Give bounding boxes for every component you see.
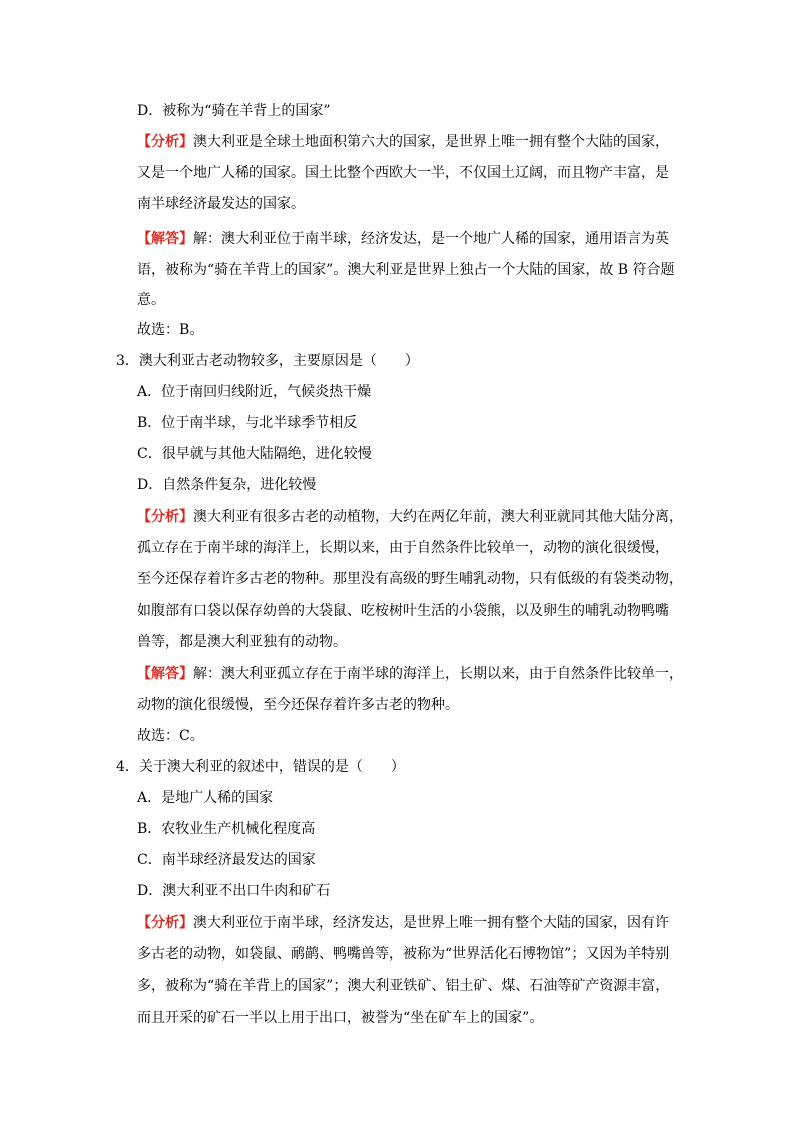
q4-option-c: C．南半球经济最发达的国家 (137, 852, 316, 868)
q3-option-a: A．位于南回归线附近，气候炎热干燥 (137, 384, 372, 400)
question-4: 4．关于澳大利亚的叙述中，错误的是（ ） (116, 759, 405, 775)
q4-analysis-line-1: 【分析】澳大利亚位于南半球，经济发达，是世界上唯一拥有整个大陆的国家，因有许 (137, 915, 669, 931)
q3-option-b: B．位于南半球，与北半球季节相反 (137, 415, 358, 431)
q3-option-c: C．很早就与其他大陆隔绝，进化较慢 (137, 446, 372, 462)
q4-option-d: D．澳大利亚不出口牛肉和矿石 (137, 883, 331, 899)
q3-answer-line-1: 【解答】解：澳大利亚孤立存在于南半球的海洋上，长期以来，由于自然条件比较单一， (137, 666, 683, 682)
answer-tag: 【解答】 (137, 666, 193, 682)
q3-analysis-line-1: 【分析】澳大利亚有很多古老的动植物，大约在两亿年前，澳大利亚就同其他大陆分离， (137, 509, 683, 525)
answer-tag: 【解答】 (137, 231, 193, 247)
analysis-tag: 【分析】 (137, 915, 193, 931)
q3-analysis-line-3: 至今还保存着许多古老的物种。那里没有高级的野生哺乳动物，只有低级的有袋类动物， (137, 571, 683, 587)
option-d: D．被称为“骑在羊背上的国家” (137, 103, 331, 119)
q4-analysis-line-2: 多古老的动物，如袋鼠、鸸鹋、鸭嘴兽等，被称为“世界活化石博物馆”；又因为羊特别 (137, 946, 670, 962)
q3-option-d: D．自然条件复杂，进化较慢 (137, 477, 317, 493)
q3-analysis-line-2: 孤立存在于南半球的海洋上，长期以来，由于自然条件比较单一，动物的演化很缓慢， (137, 540, 669, 556)
answer-line-1: 【解答】解：澳大利亚位于南半球，经济发达，是一个地广人稀的国家，通用语言为英 (137, 231, 669, 247)
q4-option-b: B．农牧业生产机械化程度高 (137, 821, 316, 837)
answer-line-2: 语，被称为“骑在羊背上的国家”。澳大利亚是世界上独占一个大陆的国家，故 B 符合题 (137, 262, 675, 278)
q3-analysis-line-5: 兽等，都是澳大利亚独有的动物。 (137, 634, 347, 650)
choice-line: 故选：B。 (137, 322, 204, 338)
q3-analysis-line-4: 如腹部有口袋以保存幼兽的大袋鼠、吃桉树叶生活的小袋熊，以及卵生的哺乳动物鸭嘴 (137, 603, 669, 619)
analysis-line-2: 又是一个地广人稀的国家。国土比整个西欧大一半，不仅国土辽阔，而且物产丰富，是 (137, 165, 669, 181)
analysis-line-3: 南半球经济最发达的国家。 (137, 196, 305, 212)
q3-choice-line: 故选：C。 (137, 728, 204, 744)
q4-analysis-line-4: 而且开采的矿石一半以上用于出口，被誉为“坐在矿车上的国家”。 (137, 1010, 544, 1026)
q3-answer-line-2: 动物的演化很缓慢，至今还保存着许多古老的物种。 (137, 697, 459, 713)
q4-option-a: A．是地广人稀的国家 (137, 790, 274, 806)
analysis-line-1: 【分析】澳大利亚是全球土地面积第六大的国家，是世界上唯一拥有整个大陆的国家， (137, 134, 669, 150)
analysis-tag: 【分析】 (137, 509, 193, 525)
q4-analysis-line-3: 多，被称为“骑在羊背上的国家”；澳大利亚铁矿、铝土矿、煤、石油等矿产资源丰富， (137, 978, 670, 994)
analysis-tag: 【分析】 (137, 134, 193, 150)
answer-line-3: 意。 (137, 292, 165, 308)
question-3: 3．澳大利亚古老动物较多，主要原因是（ ） (116, 353, 419, 369)
